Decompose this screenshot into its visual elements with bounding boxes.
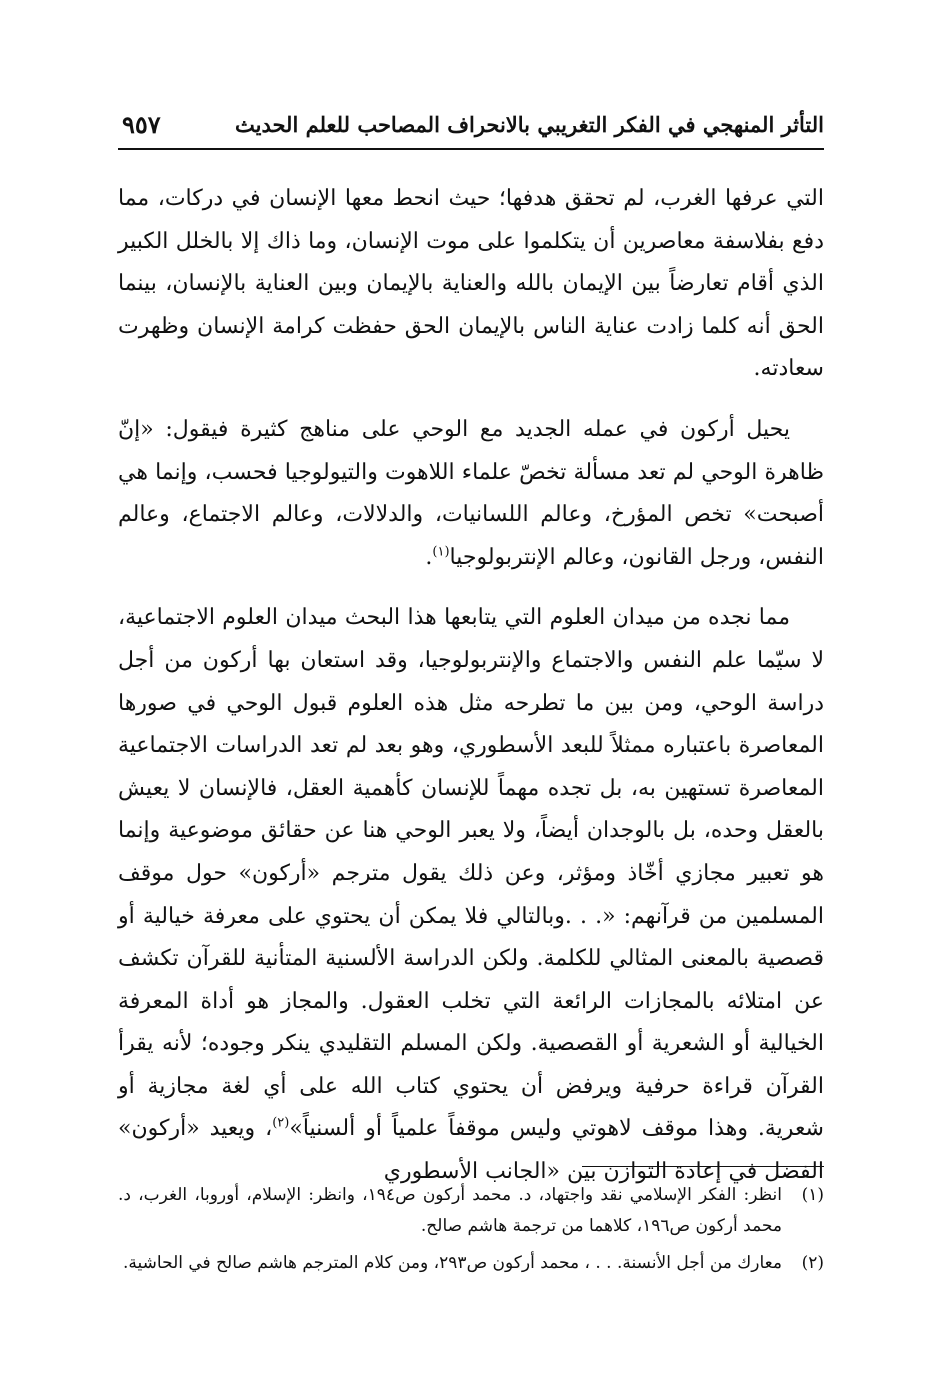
paragraph-1 xyxy=(118,178,824,391)
paragraph-3 xyxy=(118,597,824,1193)
footnote-1-text: انظر: الفكر الإسلامي نقد واجتهاد، د. محمد أركون ص١٩٤، وانظر: الإسلام، أوروبا، الغرب، د. محمد أركون ص١٩٦، كلاهما من ترجمة هاشم صالح. xyxy=(118,1185,782,1236)
main-text xyxy=(118,178,824,1212)
paragraph-2-text: يحيل أركون في عمله الجديد مع الوحي على مناهج كثيرة فيقول: «إنّ ظاهرة الوحي لم تعد مسألة تخصّ علماء اللاهوت والتيولوجيا فحسب، وإنما هي أصبحت» تخص المؤرخ، وعالم اللسانيات، والدلالات، وعالم الاجتماع، وعالم النفس، ورجل القانون، وعالم الإنتربولوجيا xyxy=(118,416,824,570)
paragraph-3-text: مما نجده من ميدان العلوم التي يتابعها هذا البحث ميدان العلوم الاجتماعية، لا سيّما علم النفس والاجتماع والإنتربولوجيا، وقد استعان بها أركون من أجل دراسة الوحي، ومن بين ما تطرحه مثل هذه العلوم قبول الوحي في صورها المعاصرة باعتباره ممثلاً للبعد الأسطوري، وهو بعد لم تعد الدراسات الاجتماعية المعاصرة تستهين به، بل تجده مهماً للإنسان كأهمية العقل، فالإنسان لا يعيش بالعقل وحده، بل بالوجدان أيضاً، ولا يعبر الوحي هنا عن حقائق موضوعية وإنما هو تعبير مجازي أخّاذ ومؤثر، وعن ذلك يقول مترجم «أركون» حول موقف المسلمين من قرآنهم: «. . .وبالتالي فلا يمكن أن يحتوي على معرفة خيالية أو قصصية بالمعنى المثالي للكلمة. ولكن الدراسة الألسنية المتأنية للقرآن تكشف عن امتلائه بالمجازات الرائعة التي تخلب العقول. والمجاز هو أداة المعرفة الخيالية أو الشعرية أو القصصية. ولكن المسلم التقليدي ينكر وجوده؛ لأنه يقرأ القرآن قراءة حرفية ويرفض أن يحتوي كتاب الله على أي لغة مجازية أو شعرية. وهذا موقف لاهوتي وليس موقفاً علمياً أو ألسنياً» xyxy=(118,605,824,1142)
running-title: التأثر المنهجي في الفكر التغريبي بالانحراف المصاحب للعلم الحديث xyxy=(235,112,824,137)
page-number: ٩٥٧ xyxy=(122,110,161,139)
footnote-ref-2: (٢) xyxy=(272,1116,290,1132)
footnote-2 xyxy=(118,1248,824,1279)
footnote-2-number: (٢) xyxy=(801,1253,824,1273)
footnote-1 xyxy=(118,1180,824,1242)
footnote-ref-1: (١) xyxy=(432,544,450,560)
footnote-1-number: (١) xyxy=(801,1185,824,1205)
footnotes xyxy=(118,1180,824,1285)
paragraph-1-text: التي عرفها الغرب، لم تحقق هدفها؛ حيث انحط معها الإنسان في دركات، مما دفع بفلاسفة معاصرين أن يتكلموا على موت الإنسان، وما ذاك إلا بالخلل الكبير الذي أقام تعارضاً بين الإيمان بالله والعناية بالإيمان وبين العناية بالإنسان، بينما الحق أنه كلما زادت عناية الناس بالإيمان الحق حفظت كرامة الإنسان وظهرت سعادته. xyxy=(118,186,824,382)
paragraph-3-tail: ، ويعيد «أركون» الفضل في إعادة التوازن بين «الجانب الأسطوري xyxy=(118,1116,824,1185)
page-header xyxy=(118,108,824,150)
paragraph-2 xyxy=(118,409,824,579)
footnote-2-text: معارك من أجل الأنسنة. . . ، محمد أركون ص٢٩٣، ومن كلام المترجم هاشم صالح في الحاشية. xyxy=(123,1253,782,1273)
paragraph-2-tail: . xyxy=(425,544,433,570)
footnote-divider xyxy=(582,1166,824,1167)
